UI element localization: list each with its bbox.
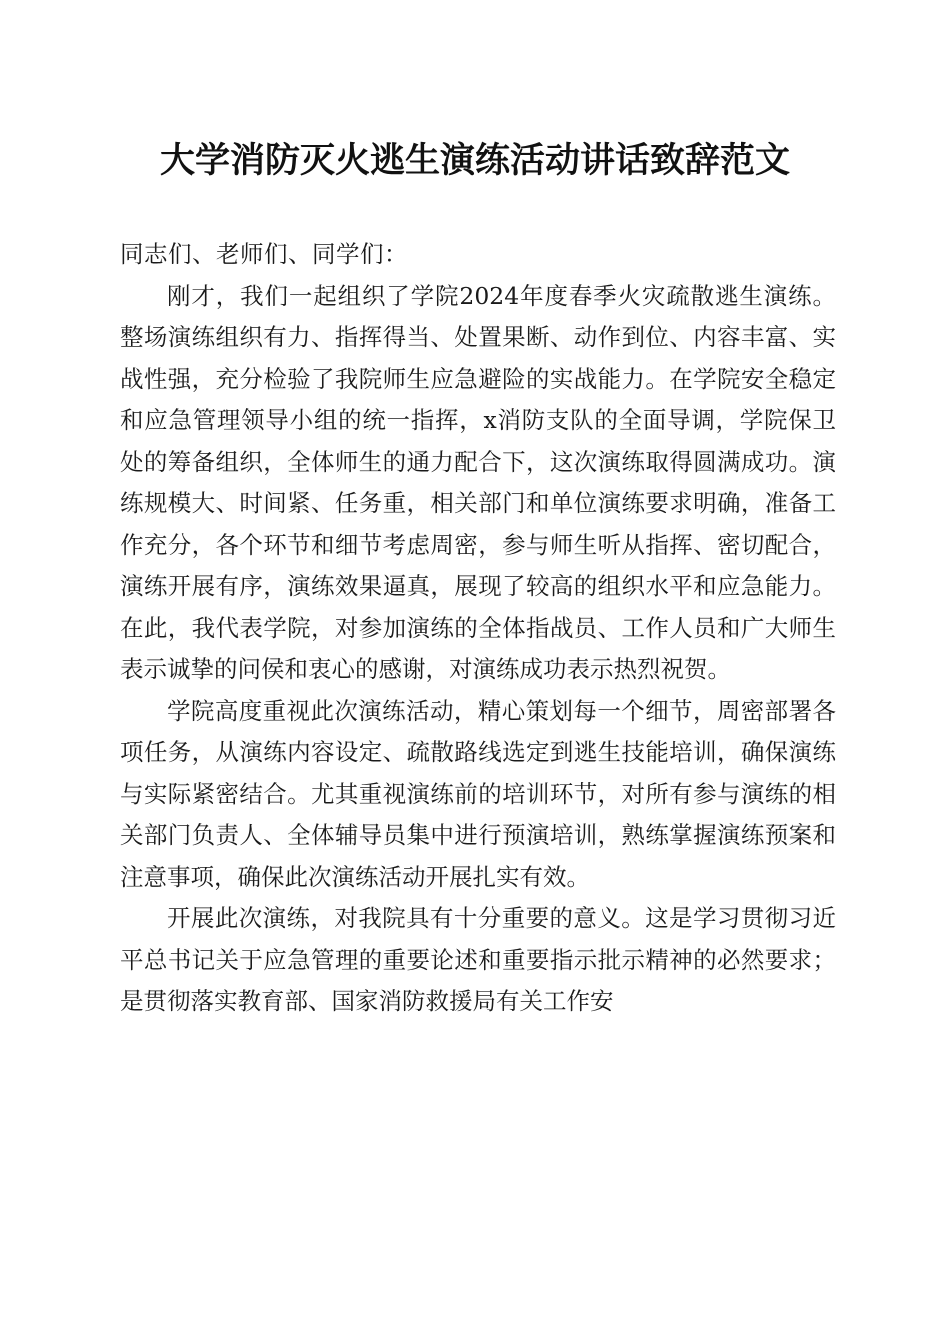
salutation: 同志们、老师们、同学们： — [120, 240, 408, 268]
paragraph-2: 学院高度重视此次演练活动，精心策划每一个细节，周密部署各项任务，从演练内容设定、疏散路线选定到逃生技能培训，确保演练与实际紧密结合。尤其重视演练前的培训环节，对所有参与演练的相关部门负责人、全体辅导员集中进行预演培训，熟练掌握演练预案和注意事项，确保此次演练活动开展扎实有效。 — [120, 696, 836, 891]
paragraph-3: 开展此次演练，对我院具有十分重要的意义。这是学习贯彻习近平总书记关于应急管理的重要论述和重要指示批示精神的必然要求；是贯彻落实教育部、国家消防救援局有关工作安 — [120, 904, 836, 1015]
document-title: 大学消防灭火逃生演练活动讲话致辞范文 — [159, 140, 790, 181]
paragraph-1: 刚才，我们一起组织了学院2024年度春季火灾疏散逃生演练。整场演练组织有力、指挥得当、处置果断、动作到位、内容丰富、实战性强，充分检验了我院师生应急避险的实战能力。在学院安全稳定和应急管理领导小组的统一指挥，x消防支队的全面导调，学院保卫处的筹备组织，全体师生的通力配合下，这次演练取得圆满成功。演练规模大、时间紧、任务重，相关部门和单位演练要求明确，准备工作充分，各个环节和细节考虑周密，参与师生听从指挥、密切配合，演练开展有序，演练效果逼真，展现了较高的组织水平和应急能力。在此，我代表学院，对参加演练的全体指战员、工作人员和广大师生表示诚挚的问侯和衷心的感谢，对演练成功表示热烈祝贺。 — [120, 281, 836, 683]
document-body — [120, 234, 836, 1023]
